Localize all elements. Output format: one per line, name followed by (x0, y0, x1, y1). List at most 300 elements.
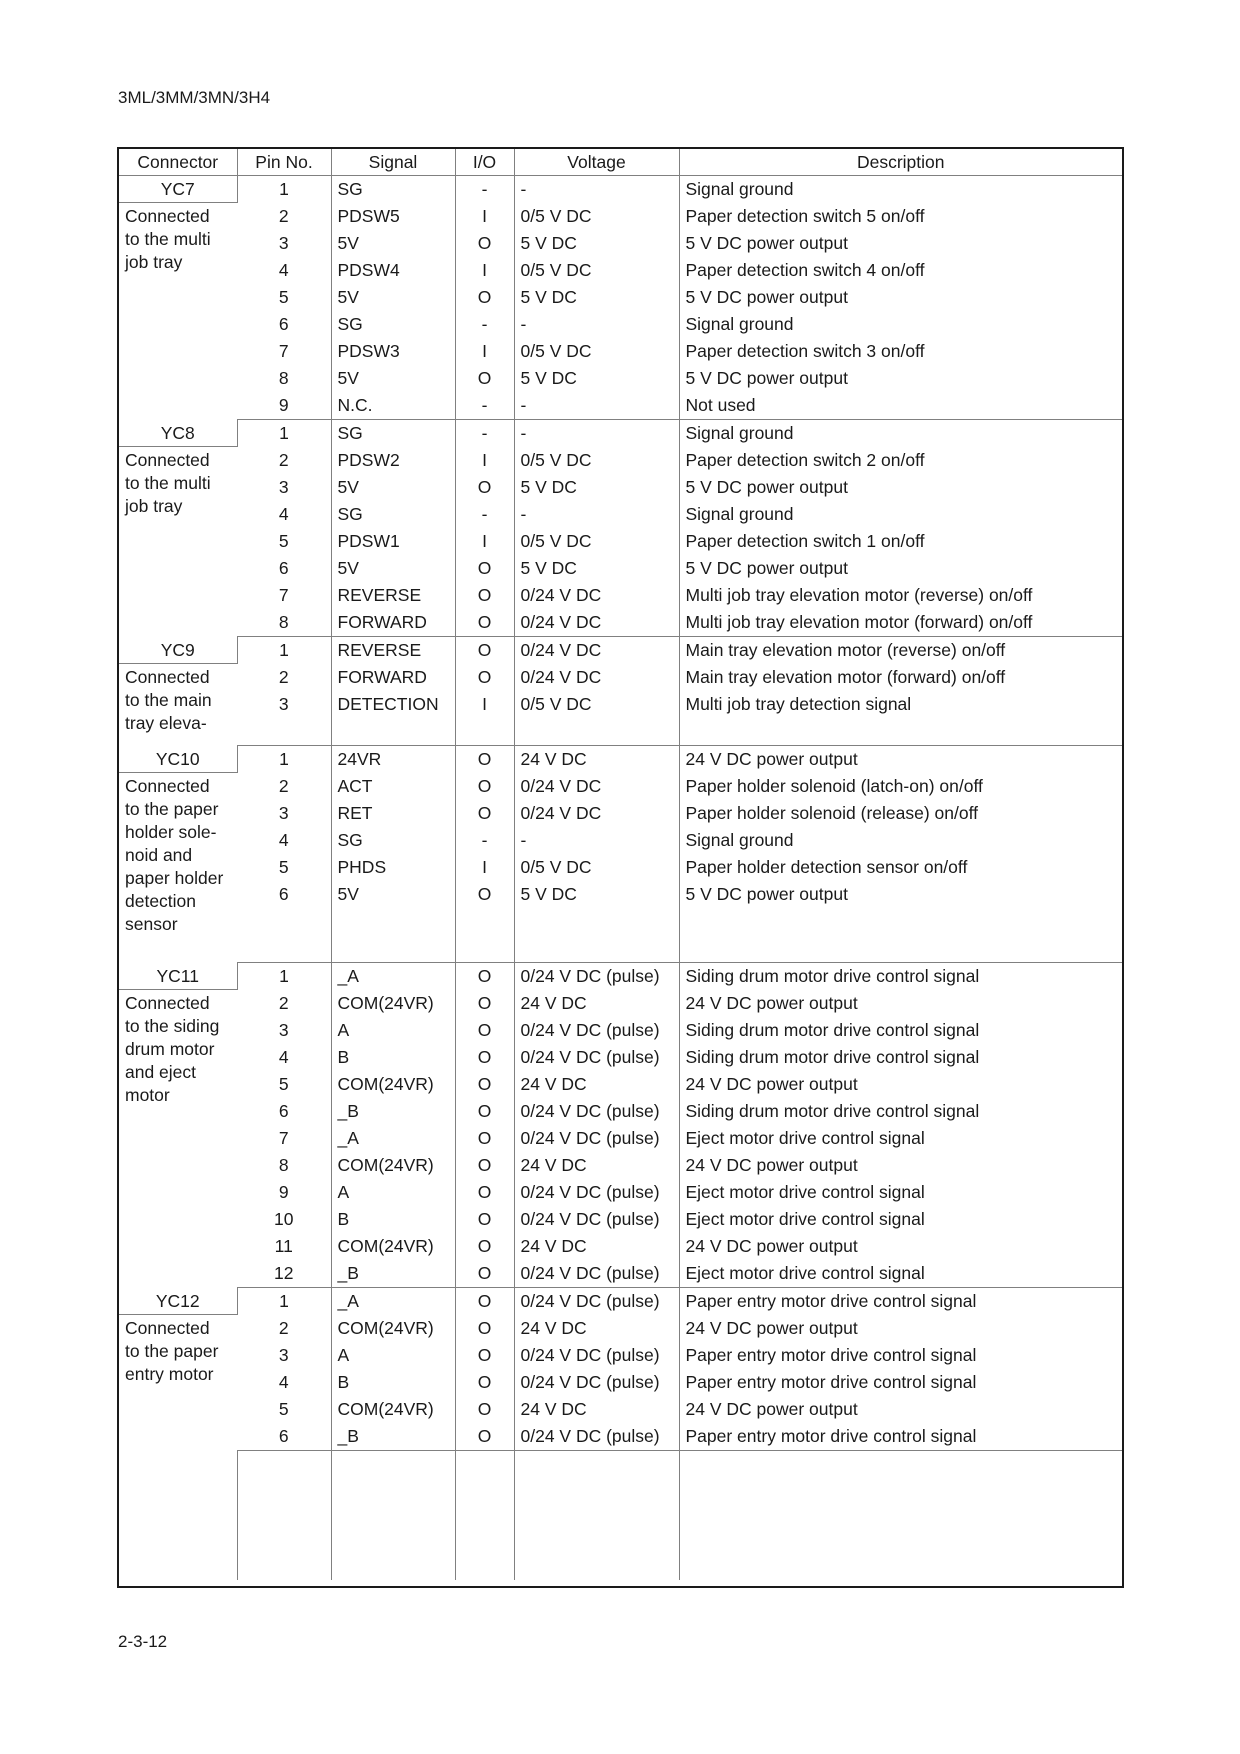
connector-name: YC10 (119, 746, 237, 773)
table-row (119, 1315, 1122, 1342)
description-cell: Main tray elevation motor (forward) on/off (679, 664, 1122, 691)
voltage-cell: 5 V DC (514, 474, 679, 501)
connector-cell (119, 746, 237, 963)
io-cell: - (455, 176, 514, 204)
io-cell: I (455, 854, 514, 881)
io-cell: - (455, 392, 514, 420)
blank-cell (455, 908, 514, 935)
io-cell: O (455, 1369, 514, 1396)
io-cell: O (455, 1260, 514, 1288)
page-header: 3ML/3MM/3MN/3H4 (118, 88, 271, 107)
table-body (119, 176, 1122, 1581)
io-cell: O (455, 1288, 514, 1316)
description-cell: Siding drum motor drive control signal (679, 1044, 1122, 1071)
column-header-connector: Connector (119, 149, 237, 176)
description-cell: 24 V DC power output (679, 1233, 1122, 1260)
pin-cell: 1 (237, 746, 331, 774)
io-cell: I (455, 447, 514, 474)
voltage-cell: 0/24 V DC (pulse) (514, 1125, 679, 1152)
signal-cell: RET (331, 800, 455, 827)
filler-cell (119, 1451, 237, 1581)
voltage-cell: 0/24 V DC (514, 637, 679, 665)
signal-cell: SG (331, 420, 455, 448)
description-cell: Paper holder detection sensor on/off (679, 854, 1122, 881)
io-cell: I (455, 257, 514, 284)
table-row (119, 420, 1122, 448)
io-cell: - (455, 420, 514, 448)
table-row (119, 176, 1122, 204)
voltage-cell: 0/24 V DC (pulse) (514, 1098, 679, 1125)
voltage-cell: 0/24 V DC (pulse) (514, 1044, 679, 1071)
column-header-signal: Signal (331, 149, 455, 176)
io-cell: O (455, 1125, 514, 1152)
pin-cell: 1 (237, 1288, 331, 1316)
io-cell: O (455, 1342, 514, 1369)
io-cell: O (455, 609, 514, 637)
signal-cell: A (331, 1017, 455, 1044)
table-row (119, 311, 1122, 338)
connector-note: Connected to the paper holder sole- noid and paper holder detection sensor (125, 775, 224, 934)
description-cell: Not used (679, 392, 1122, 420)
connector-name: YC11 (119, 963, 237, 990)
column-header-description: Description (679, 149, 1122, 176)
description-cell: Siding drum motor drive control signal (679, 1098, 1122, 1125)
description-cell: 5 V DC power output (679, 881, 1122, 908)
description-cell: Eject motor drive control signal (679, 1206, 1122, 1233)
pin-cell: 9 (237, 392, 331, 420)
pin-cell: 3 (278, 803, 289, 823)
blank-cell (237, 908, 331, 935)
pin-cell: 2 (278, 776, 289, 796)
table-row (119, 1098, 1122, 1125)
pin-cell: 7 (278, 585, 289, 605)
voltage-cell: 5 V DC (514, 230, 679, 257)
signal-cell: B (331, 1044, 455, 1071)
voltage-cell: 0/5 V DC (514, 691, 679, 718)
io-cell: O (455, 1423, 514, 1451)
blank-cell (679, 718, 1122, 746)
connector-note: Connected to the multi job tray (125, 206, 211, 272)
table-row-blank (119, 908, 1122, 935)
signal-cell: PDSW3 (331, 338, 455, 365)
io-cell: - (455, 501, 514, 528)
description-cell: Eject motor drive control signal (679, 1125, 1122, 1152)
pin-cell: 3 (278, 1345, 289, 1365)
description-cell: Signal ground (679, 420, 1122, 448)
io-cell: O (455, 963, 514, 991)
signal-cell: PDSW5 (331, 203, 455, 230)
table-row (119, 691, 1122, 718)
table-row (119, 1423, 1122, 1451)
description-cell: 24 V DC power output (679, 1315, 1122, 1342)
filler-cell (679, 1451, 1122, 1581)
signal-cell: _B (331, 1260, 455, 1288)
signal-cell: FORWARD (331, 609, 455, 637)
signal-cell: B (331, 1206, 455, 1233)
io-cell: O (455, 881, 514, 908)
voltage-cell: 24 V DC (514, 990, 679, 1017)
table-row (119, 1369, 1122, 1396)
voltage-cell: 0/24 V DC (pulse) (514, 1179, 679, 1206)
table-row (119, 800, 1122, 827)
pin-cell: 12 (237, 1260, 331, 1288)
io-cell: I (455, 203, 514, 230)
connector-cell (119, 963, 237, 1288)
description-cell: Paper entry motor drive control signal (679, 1288, 1122, 1316)
signal-cell: 5V (331, 881, 455, 908)
connector-cell (119, 637, 237, 746)
table-filler-row (119, 1451, 1122, 1581)
signal-cell: PDSW4 (331, 257, 455, 284)
io-cell: O (455, 746, 514, 774)
voltage-cell: 5 V DC (514, 881, 679, 908)
description-cell: 5 V DC power output (679, 230, 1122, 257)
connector-table (119, 149, 1122, 1580)
connector-name: YC12 (119, 1288, 237, 1315)
table-row (119, 501, 1122, 528)
pin-cell: 10 (274, 1209, 294, 1229)
filler-cell (331, 1451, 455, 1581)
pin-cell: 8 (278, 368, 289, 388)
io-cell: O (455, 1017, 514, 1044)
description-cell: Paper entry motor drive control signal (679, 1423, 1122, 1451)
signal-cell: COM(24VR) (331, 990, 455, 1017)
table-row (119, 854, 1122, 881)
voltage-cell: 0/5 V DC (514, 447, 679, 474)
description-cell: Paper detection switch 1 on/off (679, 528, 1122, 555)
io-cell: O (455, 1206, 514, 1233)
signal-cell: A (331, 1179, 455, 1206)
blank-cell (679, 908, 1122, 935)
io-cell: O (455, 664, 514, 691)
connector-note: Connected to the main tray eleva- (125, 666, 212, 733)
io-cell: - (455, 311, 514, 338)
voltage-cell: 0/24 V DC (pulse) (514, 1206, 679, 1233)
voltage-cell: 0/24 V DC (pulse) (514, 1342, 679, 1369)
pin-cell: 3 (278, 1020, 289, 1040)
pin-cell: 5 (278, 1399, 289, 1419)
description-cell: Siding drum motor drive control signal (679, 1017, 1122, 1044)
io-cell: O (455, 1315, 514, 1342)
voltage-cell: 5 V DC (514, 284, 679, 311)
signal-cell: SG (331, 827, 455, 854)
connector-name: YC7 (119, 176, 237, 203)
table-row (119, 1206, 1122, 1233)
signal-cell: COM(24VR) (331, 1071, 455, 1098)
voltage-cell: 0/24 V DC (pulse) (514, 1369, 679, 1396)
connector-note: Connected to the multi job tray (125, 449, 211, 516)
voltage-cell: 0/24 V DC (514, 773, 679, 800)
io-cell: O (455, 365, 514, 392)
signal-cell: 24VR (331, 746, 455, 774)
signal-cell: COM(24VR) (331, 1152, 455, 1179)
voltage-cell: 0/24 V DC (514, 664, 679, 691)
description-cell: Paper entry motor drive control signal (679, 1369, 1122, 1396)
table-row (119, 881, 1122, 908)
table-row (119, 528, 1122, 555)
voltage-cell: 24 V DC (514, 1233, 679, 1260)
table-row (119, 474, 1122, 501)
io-cell: O (455, 637, 514, 665)
io-cell: O (455, 1396, 514, 1423)
voltage-cell: 0/24 V DC (514, 609, 679, 637)
signal-cell: DETECTION (331, 691, 455, 718)
pin-cell: 6 (278, 884, 289, 904)
column-header-voltage: Voltage (514, 149, 679, 176)
signal-cell: COM(24VR) (331, 1315, 455, 1342)
voltage-cell: 0/24 V DC (pulse) (514, 963, 679, 991)
pin-cell: 3 (278, 233, 289, 253)
page-number: 2-3-12 (118, 1632, 168, 1651)
pin-cell: 4 (278, 1047, 289, 1067)
blank-cell (455, 718, 514, 746)
signal-cell: _B (331, 1423, 455, 1451)
table-row (119, 230, 1122, 257)
description-cell: Paper detection switch 2 on/off (679, 447, 1122, 474)
description-cell: Paper holder solenoid (latch-on) on/off (679, 773, 1122, 800)
io-cell: O (455, 555, 514, 582)
blank-cell (331, 718, 455, 746)
description-cell: 24 V DC power output (679, 1396, 1122, 1423)
signal-cell: PDSW1 (331, 528, 455, 555)
blank-cell (679, 935, 1122, 963)
description-cell: 5 V DC power output (679, 555, 1122, 582)
voltage-cell: 0/24 V DC (pulse) (514, 1423, 679, 1451)
voltage-cell: - (514, 501, 679, 528)
pin-cell: 5 (278, 857, 289, 877)
pin-cell: 2 (278, 993, 289, 1013)
pin-cell: 5 (278, 287, 289, 307)
column-header-pin: Pin No. (237, 149, 331, 176)
table-row (119, 1044, 1122, 1071)
signal-cell: COM(24VR) (331, 1233, 455, 1260)
voltage-cell: 0/24 V DC (514, 582, 679, 609)
io-cell: I (455, 338, 514, 365)
description-cell: Paper detection switch 4 on/off (679, 257, 1122, 284)
table-row (119, 1017, 1122, 1044)
signal-cell: FORWARD (331, 664, 455, 691)
table-row (119, 392, 1122, 420)
io-cell: O (455, 230, 514, 257)
pin-cell: 11 (274, 1236, 293, 1256)
pin-cell: 5 (278, 531, 289, 551)
pin-cell: 5 (278, 1074, 289, 1094)
signal-cell: 5V (331, 474, 455, 501)
io-cell: I (455, 691, 514, 718)
voltage-cell: 24 V DC (514, 1315, 679, 1342)
description-cell: 24 V DC power output (679, 1071, 1122, 1098)
io-cell: O (455, 800, 514, 827)
signal-cell: 5V (331, 284, 455, 311)
voltage-cell: 5 V DC (514, 365, 679, 392)
voltage-cell: 0/5 V DC (514, 528, 679, 555)
description-cell: Signal ground (679, 827, 1122, 854)
signal-cell: PDSW2 (331, 447, 455, 474)
table-row-blank (119, 718, 1122, 746)
voltage-cell: - (514, 311, 679, 338)
pin-cell: 6 (278, 558, 289, 578)
table-row (119, 257, 1122, 284)
table-row (119, 1396, 1122, 1423)
filler-cell (237, 1451, 331, 1581)
io-cell: - (455, 827, 514, 854)
pin-cell: 4 (278, 830, 289, 850)
blank-cell (331, 908, 455, 935)
signal-cell: 5V (331, 365, 455, 392)
table-row (119, 1152, 1122, 1179)
voltage-cell: - (514, 176, 679, 204)
table-row (119, 827, 1122, 854)
table-row (119, 1288, 1122, 1316)
pin-cell: 7 (278, 341, 289, 361)
pin-cell: 8 (278, 1155, 289, 1175)
voltage-cell: 0/5 V DC (514, 854, 679, 881)
description-cell: 5 V DC power output (679, 365, 1122, 392)
voltage-cell: 0/5 V DC (514, 338, 679, 365)
blank-cell (331, 935, 455, 963)
pin-cell: 6 (278, 1101, 289, 1121)
table-row (119, 365, 1122, 392)
filler-cell (514, 1451, 679, 1581)
description-cell: Signal ground (679, 311, 1122, 338)
pin-cell: 7 (278, 1128, 289, 1148)
signal-cell: SG (331, 501, 455, 528)
pin-cell: 6 (237, 1423, 331, 1451)
description-cell: Multi job tray detection signal (679, 691, 1122, 718)
io-cell: O (455, 582, 514, 609)
signal-cell: _A (331, 1288, 455, 1316)
signal-cell: _A (331, 963, 455, 991)
io-cell: O (455, 1071, 514, 1098)
connector-table-frame (117, 147, 1124, 1588)
connector-name: YC8 (119, 420, 237, 447)
blank-cell (514, 908, 679, 935)
io-cell: O (455, 284, 514, 311)
signal-cell: SG (331, 176, 455, 204)
table-row (119, 664, 1122, 691)
table-row (119, 284, 1122, 311)
voltage-cell: 24 V DC (514, 1071, 679, 1098)
pin-cell: 2 (278, 1318, 289, 1338)
signal-cell: PHDS (331, 854, 455, 881)
signal-cell: N.C. (331, 392, 455, 420)
voltage-cell: 0/24 V DC (pulse) (514, 1017, 679, 1044)
voltage-cell: - (514, 392, 679, 420)
pin-cell: 2 (278, 206, 289, 226)
pin-cell: 4 (278, 1372, 289, 1392)
description-cell: Eject motor drive control signal (679, 1179, 1122, 1206)
table-row (119, 990, 1122, 1017)
table-row (119, 447, 1122, 474)
pin-cell: 6 (278, 314, 289, 334)
connector-cell (119, 1288, 237, 1451)
io-cell: O (455, 1179, 514, 1206)
description-cell: Main tray elevation motor (reverse) on/off (679, 637, 1122, 665)
table-row (119, 1260, 1122, 1288)
signal-cell: ACT (331, 773, 455, 800)
description-cell: 5 V DC power output (679, 474, 1122, 501)
io-cell: O (455, 1098, 514, 1125)
filler-cell (455, 1451, 514, 1581)
voltage-cell: 0/24 V DC (514, 800, 679, 827)
voltage-cell: 24 V DC (514, 746, 679, 774)
voltage-cell: 0/5 V DC (514, 203, 679, 230)
pin-cell: 8 (237, 609, 331, 637)
table-row (119, 1071, 1122, 1098)
pin-cell: 1 (237, 637, 331, 665)
description-cell: Multi job tray elevation motor (reverse) on/off (679, 582, 1122, 609)
table-row (119, 1342, 1122, 1369)
pin-cell: 1 (237, 176, 331, 204)
connector-note: Connected to the siding drum motor and eject motor (125, 992, 220, 1105)
table-row (119, 555, 1122, 582)
io-cell: O (455, 1233, 514, 1260)
table-row (119, 203, 1122, 230)
connector-cell (119, 420, 237, 637)
column-header-io: I/O (455, 149, 514, 176)
description-cell: Multi job tray elevation motor (forward) on/off (679, 609, 1122, 637)
table-row (119, 963, 1122, 991)
pin-cell: 3 (278, 694, 289, 714)
pin-cell: 1 (237, 420, 331, 448)
signal-cell: 5V (331, 555, 455, 582)
signal-cell: _A (331, 1125, 455, 1152)
connector-cell (119, 176, 237, 420)
voltage-cell: 24 V DC (514, 1152, 679, 1179)
blank-cell (455, 935, 514, 963)
blank-cell (514, 718, 679, 746)
voltage-cell: 0/24 V DC (pulse) (514, 1260, 679, 1288)
voltage-cell: - (514, 827, 679, 854)
description-cell: Eject motor drive control signal (679, 1260, 1122, 1288)
pin-cell: 1 (237, 963, 331, 991)
description-cell: 5 V DC power output (679, 284, 1122, 311)
description-cell: 24 V DC power output (679, 746, 1122, 774)
description-cell: Paper entry motor drive control signal (679, 1342, 1122, 1369)
signal-cell: 5V (331, 230, 455, 257)
description-cell: 24 V DC power output (679, 990, 1122, 1017)
signal-cell: _B (331, 1098, 455, 1125)
voltage-cell: 24 V DC (514, 1396, 679, 1423)
table-row (119, 773, 1122, 800)
table-row (119, 1125, 1122, 1152)
table-row (119, 637, 1122, 665)
voltage-cell: 0/24 V DC (pulse) (514, 1288, 679, 1316)
pin-cell: 2 (278, 450, 289, 470)
table-row (119, 1233, 1122, 1260)
signal-cell: B (331, 1369, 455, 1396)
table-row-blank (119, 935, 1122, 963)
voltage-cell: 0/5 V DC (514, 257, 679, 284)
pin-cell: 2 (278, 667, 289, 687)
table-row (119, 582, 1122, 609)
description-cell: Signal ground (679, 176, 1122, 204)
table-row (119, 338, 1122, 365)
signal-cell: REVERSE (331, 582, 455, 609)
table-row (119, 746, 1122, 774)
io-cell: O (455, 773, 514, 800)
description-cell: Paper detection switch 3 on/off (679, 338, 1122, 365)
signal-cell: REVERSE (331, 637, 455, 665)
voltage-cell: - (514, 420, 679, 448)
io-cell: O (455, 1044, 514, 1071)
blank-cell (237, 935, 331, 963)
signal-cell: COM(24VR) (331, 1396, 455, 1423)
pin-cell: 4 (278, 260, 289, 280)
io-cell: I (455, 528, 514, 555)
description-cell: 24 V DC power output (679, 1152, 1122, 1179)
signal-cell: A (331, 1342, 455, 1369)
